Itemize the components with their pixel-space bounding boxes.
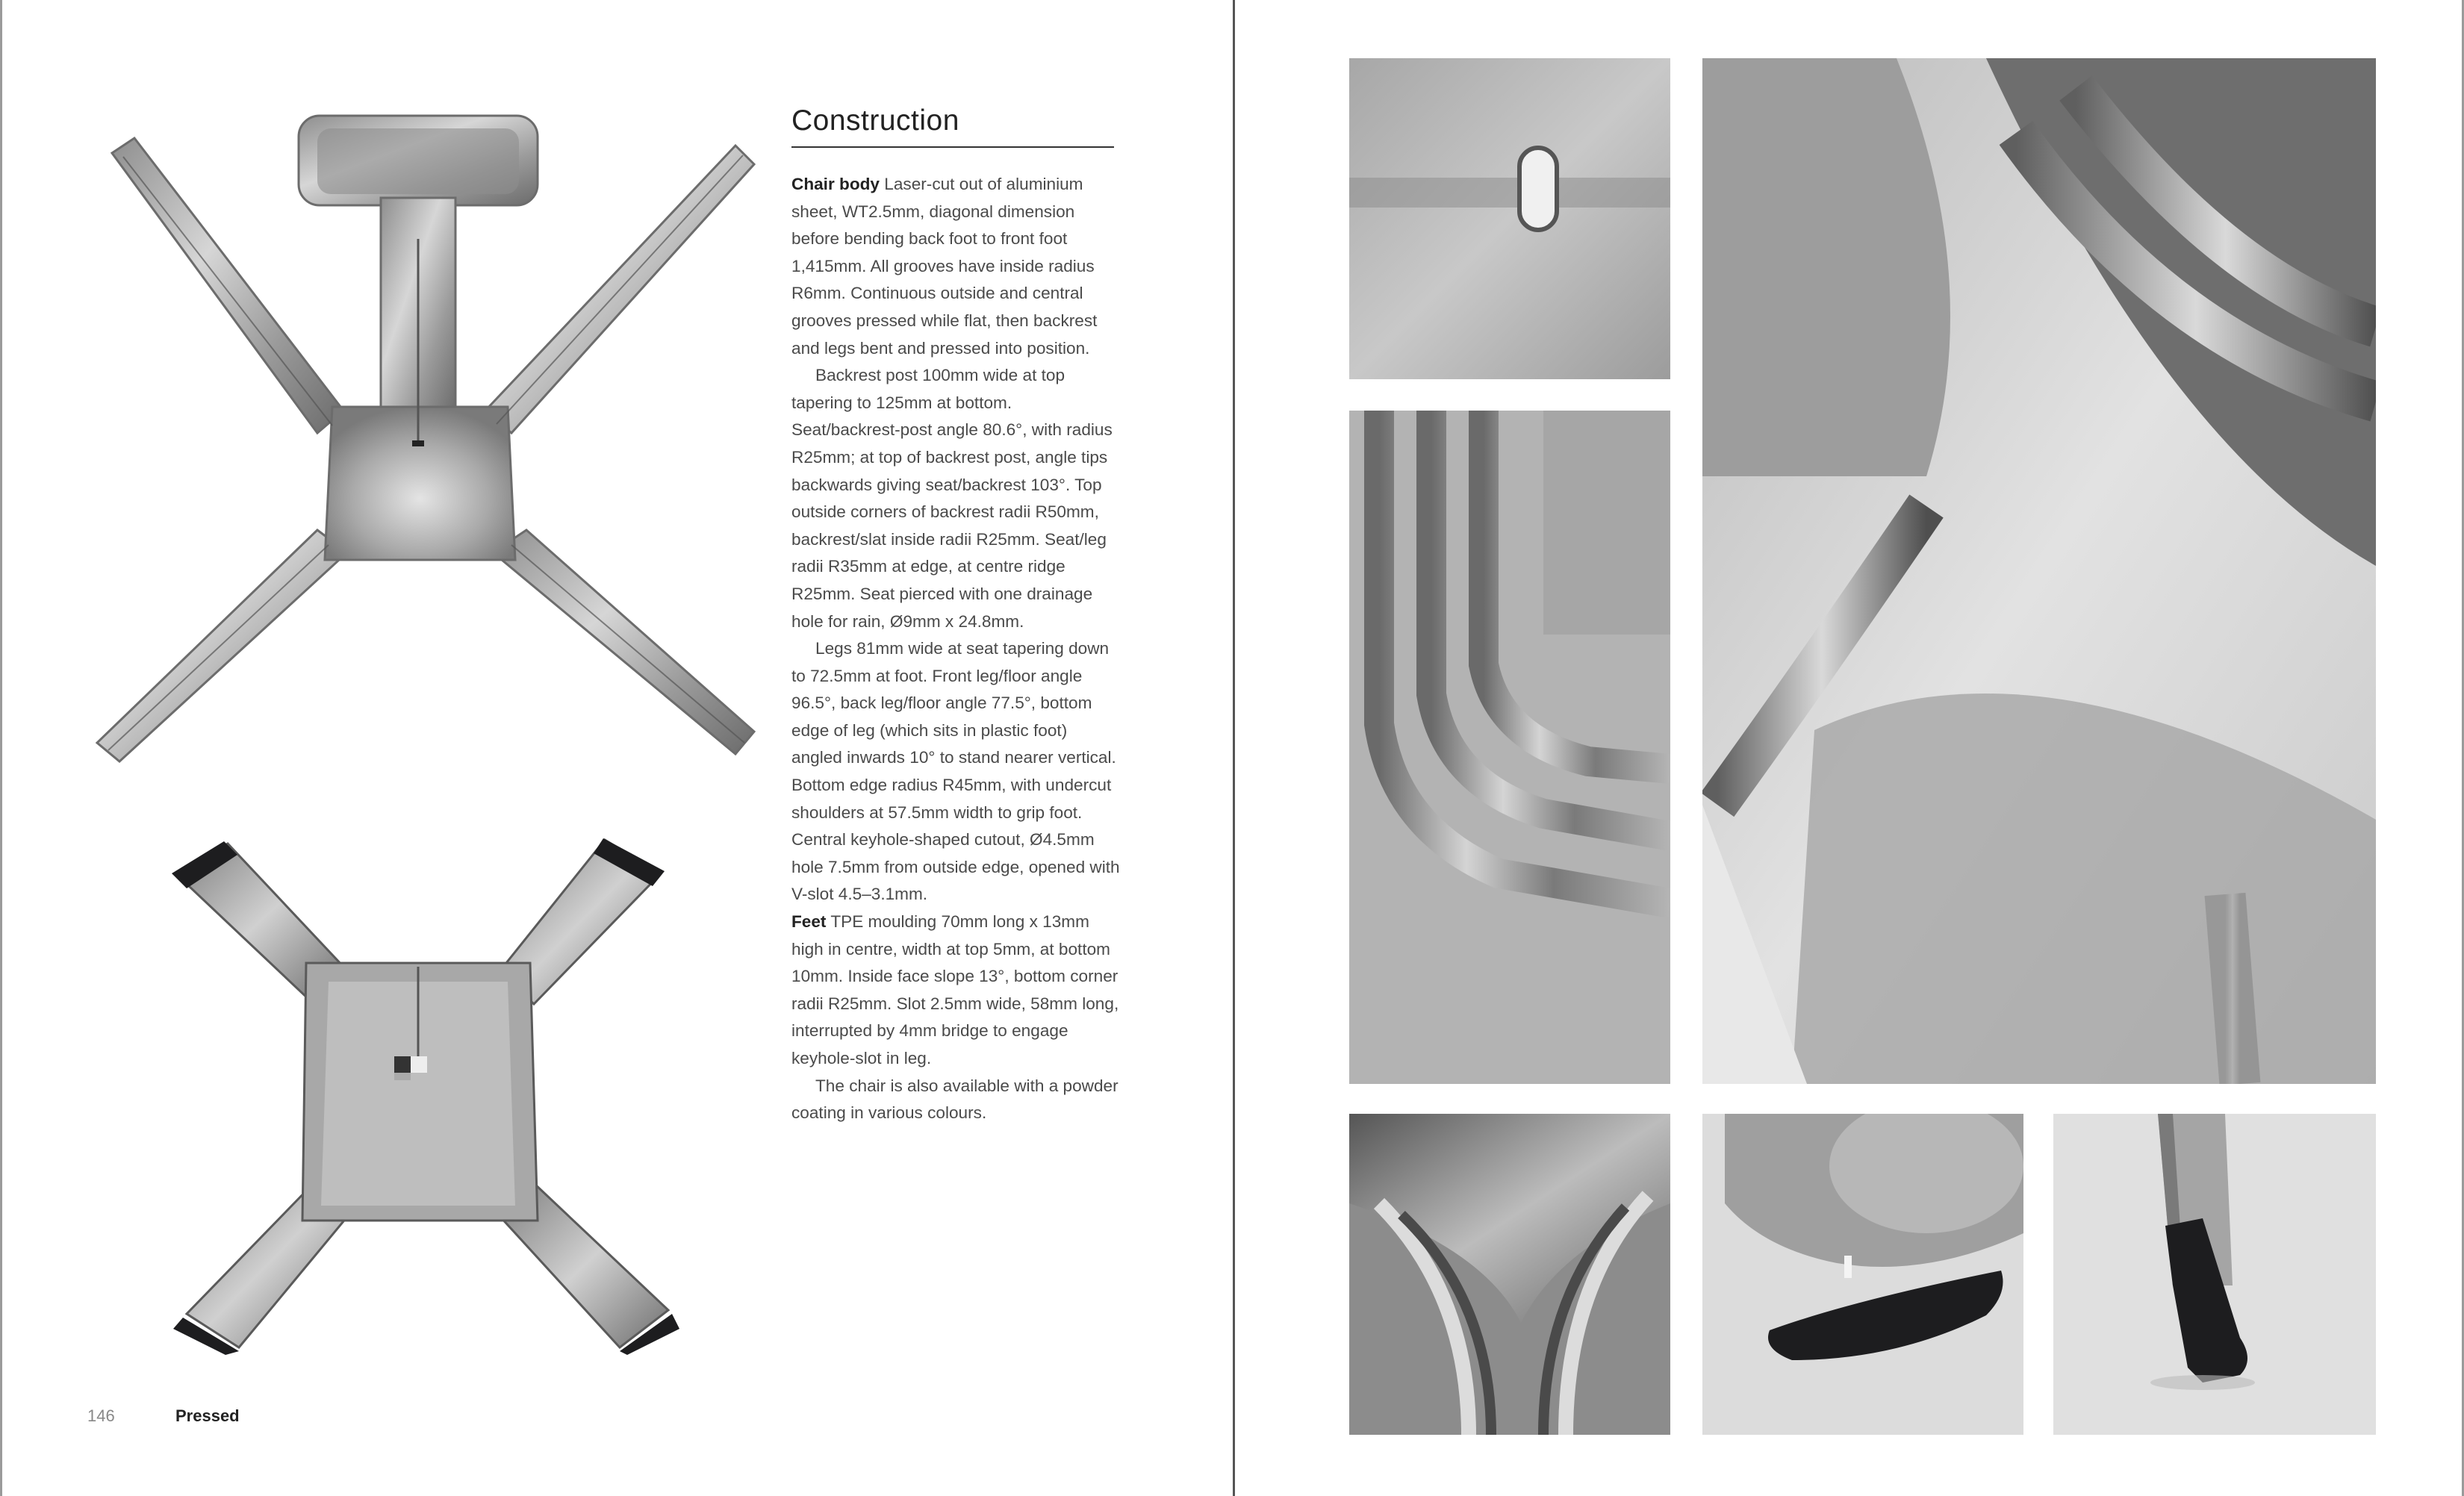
paragraph-text: TPE moulding 70mm long x 13mm high in centre, width at top 5mm, at bottom 10mm. Inside face slope 13°, bottom corner radii R25mm. Slot 2.5mm wide, 58mm long, interrupted by 4mm bridge to engage keyhole-slot in leg.	[791, 912, 1119, 1068]
paragraph-text: The chair is also available with a powder coating in various colours.	[791, 1076, 1119, 1123]
paragraph-backrest	[791, 362, 1120, 635]
flat-chair-blank-image	[78, 112, 765, 769]
metal-slot-photo	[1349, 58, 1670, 379]
metal-grooves-photo	[1702, 58, 2376, 1084]
paragraph-lead: Feet	[791, 912, 827, 932]
paragraph-text: Laser-cut out of aluminium sheet, WT2.5mm, diagonal dimension before bending back foot to front foot 1,415mm. All grooves have inside radius R6mm. Continuous outside and central grooves pressed while flat, then backrest and legs bent and pressed into position.	[791, 175, 1098, 358]
paragraph-feet	[791, 908, 1120, 1073]
gutter-divider	[1233, 0, 1235, 1496]
paragraph-text: Backrest post 100mm wide at top tapering to 125mm at bottom. Seat/backrest-post angle 80.6°, with radius R25mm; at top of backrest post, angle tips backwards giving seat/backrest 103°. Top outside corners of backrest radii R50mm, backrest/slat inside radii R25mm. Seat/leg radii R35mm at edge, at centre ridge R25mm. Seat pierced with one drainage hole for rain, Ø9mm x 24.8mm.	[791, 366, 1113, 631]
paragraph-legs	[791, 635, 1120, 908]
section-heading: Construction	[791, 105, 1114, 148]
left-page-edge	[0, 0, 2, 1496]
paragraph-chair-body	[791, 171, 1120, 362]
plastic-foot-photo	[1702, 1114, 2023, 1435]
metal-bend-photo	[1349, 411, 1670, 1084]
paragraph-lead: Chair body	[791, 175, 880, 193]
page-number: 146	[87, 1406, 115, 1425]
running-head: Pressed	[175, 1406, 240, 1425]
paragraph-coating	[791, 1073, 1120, 1127]
paragraph-text: Legs 81mm wide at seat tapering down to 72.5mm at foot. Front leg/floor angle 96.5°, back leg/floor angle 77.5°, bottom edge of leg (which sits in plastic foot) angled inwards 10° to stand nearer vertical. Bottom edge radius R45mm, with undercut shoulders at 57.5mm width to grip foot. Central keyhole-shaped cutout, Ø4.5mm hole 7.5mm from outside edge, opened with V-slot 4.5–3.1mm.	[791, 639, 1120, 904]
leg-foot-photo	[2053, 1114, 2376, 1435]
pressed-chair-image	[157, 832, 679, 1355]
metal-leg-photo	[1349, 1114, 1670, 1435]
body-text	[791, 171, 1120, 1127]
